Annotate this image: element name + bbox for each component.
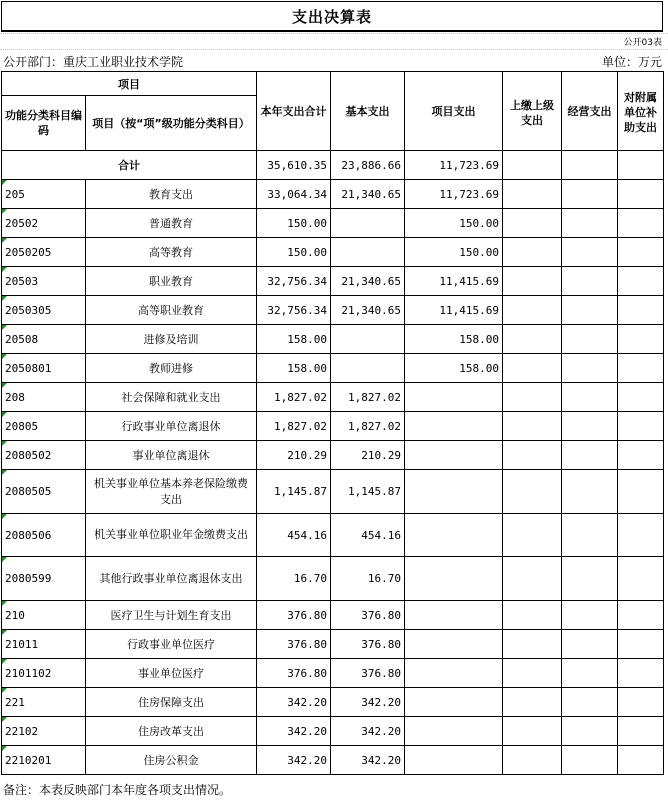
basic-cell: 376.80 (331, 601, 405, 630)
basic-cell (331, 209, 405, 238)
table-row (2, 717, 664, 746)
name-cell: 行政事业单位医疗 (86, 630, 257, 659)
subsidy-cell (618, 151, 664, 180)
table-row (2, 412, 664, 441)
upper-cell (503, 601, 562, 630)
expenditure-table (1, 71, 664, 775)
subsidy-cell (618, 659, 664, 688)
table-row (2, 180, 664, 209)
table-row (2, 354, 664, 383)
code-cell: 2210201 (2, 746, 86, 775)
code-cell: 205 (2, 180, 86, 209)
header-upper: 上缴上级支出 (503, 72, 562, 151)
basic-cell: 210.29 (331, 441, 405, 470)
name-cell: 其他行政事业单位离退休支出 (86, 557, 257, 601)
code-cell: 20502 (2, 209, 86, 238)
subsidy-cell (618, 470, 664, 514)
basic-cell: 21,340.65 (331, 296, 405, 325)
total-cell: 16.70 (257, 557, 331, 601)
business-cell (562, 717, 618, 746)
header-row (2, 72, 664, 96)
project-cell (405, 717, 503, 746)
table-row (2, 659, 664, 688)
upper-cell (503, 267, 562, 296)
name-cell: 进修及培训 (86, 325, 257, 354)
project-cell (405, 659, 503, 688)
total-cell: 376.80 (257, 601, 331, 630)
subsidy-cell (618, 557, 664, 601)
project-cell: 11,415.69 (405, 296, 503, 325)
business-cell (562, 296, 618, 325)
table-row (2, 238, 664, 267)
code-cell: 2050205 (2, 238, 86, 267)
basic-cell: 23,886.66 (331, 151, 405, 180)
code-cell: 22102 (2, 717, 86, 746)
code-cell: 21011 (2, 630, 86, 659)
project-cell (405, 688, 503, 717)
table-row (2, 470, 664, 514)
project-cell (405, 746, 503, 775)
basic-cell: 21,340.65 (331, 267, 405, 296)
table-row (2, 325, 664, 354)
business-cell (562, 601, 618, 630)
total-cell: 158.00 (257, 354, 331, 383)
table-row (2, 441, 664, 470)
upper-cell (503, 354, 562, 383)
project-cell: 11,723.69 (405, 180, 503, 209)
business-cell (562, 514, 618, 557)
code-cell: 208 (2, 383, 86, 412)
page-title: 支出决算表 (1, 1, 663, 32)
name-cell: 住房公积金 (86, 746, 257, 775)
table-row (2, 601, 664, 630)
name-cell: 高等教育 (86, 238, 257, 267)
code-cell: 20508 (2, 325, 86, 354)
code-cell: 210 (2, 601, 86, 630)
code-cell: 20805 (2, 412, 86, 441)
subsidy-cell (618, 630, 664, 659)
basic-cell (331, 238, 405, 267)
upper-cell (503, 557, 562, 601)
project-cell (405, 383, 503, 412)
total-cell: 1,827.02 (257, 412, 331, 441)
total-cell: 32,756.34 (257, 267, 331, 296)
total-cell: 342.20 (257, 746, 331, 775)
upper-cell (503, 470, 562, 514)
total-cell: 158.00 (257, 325, 331, 354)
basic-cell: 16.70 (331, 557, 405, 601)
project-cell: 11,723.69 (405, 151, 503, 180)
business-cell (562, 383, 618, 412)
subsidy-cell (618, 383, 664, 412)
upper-cell (503, 659, 562, 688)
header-code: 功能分类科目编码 (2, 96, 86, 151)
header-item-sub: 项目（按“项”级功能分类科目） (86, 96, 257, 151)
total-cell: 32,756.34 (257, 296, 331, 325)
basic-cell: 1,827.02 (331, 412, 405, 441)
business-cell (562, 412, 618, 441)
project-cell: 11,415.69 (405, 267, 503, 296)
sheet-gridline (0, 33, 668, 34)
name-cell: 事业单位医疗 (86, 659, 257, 688)
name-cell: 教师进修 (86, 354, 257, 383)
business-cell (562, 325, 618, 354)
basic-cell: 454.16 (331, 514, 405, 557)
subsidy-cell (618, 412, 664, 441)
subsidy-cell (618, 746, 664, 775)
business-cell (562, 659, 618, 688)
upper-cell (503, 688, 562, 717)
basic-cell: 21,340.65 (331, 180, 405, 209)
total-cell: 35,610.35 (257, 151, 331, 180)
project-cell (405, 630, 503, 659)
total-cell: 1,827.02 (257, 383, 331, 412)
name-cell: 职业教育 (86, 267, 257, 296)
upper-cell (503, 746, 562, 775)
basic-cell: 342.20 (331, 717, 405, 746)
upper-cell (503, 238, 562, 267)
basic-cell (331, 354, 405, 383)
code-cell: 2050305 (2, 296, 86, 325)
upper-cell (503, 325, 562, 354)
basic-cell: 376.80 (331, 659, 405, 688)
code-cell: 221 (2, 688, 86, 717)
name-cell: 医疗卫生与计划生育支出 (86, 601, 257, 630)
subsidy-cell (618, 296, 664, 325)
department-label: 公开部门：重庆工业职业技术学院 (3, 55, 184, 69)
total-cell: 342.20 (257, 717, 331, 746)
business-cell (562, 354, 618, 383)
table-row (2, 688, 664, 717)
name-cell: 教育支出 (86, 180, 257, 209)
project-cell: 158.00 (405, 354, 503, 383)
business-cell (562, 470, 618, 514)
upper-cell (503, 209, 562, 238)
project-cell (405, 441, 503, 470)
name-cell: 社会保障和就业支出 (86, 383, 257, 412)
name-cell: 事业单位离退休 (86, 441, 257, 470)
upper-cell (503, 630, 562, 659)
table-row (2, 383, 664, 412)
total-cell: 454.16 (257, 514, 331, 557)
basic-cell: 342.20 (331, 688, 405, 717)
subsidy-cell (618, 267, 664, 296)
table-row (2, 557, 664, 601)
name-cell: 住房保障支出 (86, 688, 257, 717)
upper-cell (503, 514, 562, 557)
project-cell (405, 470, 503, 514)
business-cell (562, 746, 618, 775)
business-cell (562, 180, 618, 209)
table-row (2, 746, 664, 775)
project-cell: 150.00 (405, 209, 503, 238)
upper-cell (503, 151, 562, 180)
project-cell (405, 412, 503, 441)
total-row (2, 151, 664, 180)
basic-cell: 376.80 (331, 630, 405, 659)
name-cell: 行政事业单位离退休 (86, 412, 257, 441)
header-subsidy: 对附属单位补助支出 (618, 72, 664, 151)
subsidy-cell (618, 601, 664, 630)
total-cell: 342.20 (257, 688, 331, 717)
code-cell: 2050801 (2, 354, 86, 383)
business-cell (562, 441, 618, 470)
business-cell (562, 688, 618, 717)
code-cell: 20503 (2, 267, 86, 296)
total-cell: 376.80 (257, 659, 331, 688)
upper-cell (503, 412, 562, 441)
header-item: 项目 (2, 72, 257, 96)
table-code: 公开03表 (623, 38, 662, 48)
subsidy-cell (618, 717, 664, 746)
upper-cell (503, 383, 562, 412)
business-cell (562, 267, 618, 296)
name-cell: 机关事业单位基本养老保险缴费支出 (86, 470, 257, 514)
total-cell: 150.00 (257, 238, 331, 267)
subsidy-cell (618, 514, 664, 557)
header-project: 项目支出 (405, 72, 503, 151)
code-cell: 2080505 (2, 470, 86, 514)
total-cell: 376.80 (257, 630, 331, 659)
total-label: 合计 (2, 151, 257, 180)
footnote: 备注：本表反映部门本年度各项支出情况。 (3, 783, 232, 797)
name-cell: 机关事业单位职业年金缴费支出 (86, 514, 257, 557)
subsidy-cell (618, 688, 664, 717)
header-basic: 基本支出 (331, 72, 405, 151)
table-row (2, 630, 664, 659)
name-cell: 高等职业教育 (86, 296, 257, 325)
upper-cell (503, 441, 562, 470)
business-cell (562, 209, 618, 238)
code-cell: 2080599 (2, 557, 86, 601)
project-cell (405, 601, 503, 630)
code-cell: 2080502 (2, 441, 86, 470)
unit-label: 单位：万元 (601, 55, 662, 69)
business-cell (562, 557, 618, 601)
business-cell (562, 630, 618, 659)
total-cell: 33,064.34 (257, 180, 331, 209)
code-cell: 2101102 (2, 659, 86, 688)
table-row (2, 209, 664, 238)
subsidy-cell (618, 325, 664, 354)
upper-cell (503, 717, 562, 746)
header-total: 本年支出合计 (257, 72, 331, 151)
basic-cell: 1,145.87 (331, 470, 405, 514)
project-cell (405, 557, 503, 601)
basic-cell: 1,827.02 (331, 383, 405, 412)
name-cell: 住房改革支出 (86, 717, 257, 746)
upper-cell (503, 296, 562, 325)
table-row (2, 514, 664, 557)
basic-cell (331, 325, 405, 354)
header-business: 经营支出 (562, 72, 618, 151)
subsidy-cell (618, 441, 664, 470)
table-row (2, 267, 664, 296)
total-cell: 1,145.87 (257, 470, 331, 514)
sheet-gridline (0, 49, 668, 50)
code-cell: 2080506 (2, 514, 86, 557)
subsidy-cell (618, 354, 664, 383)
total-cell: 210.29 (257, 441, 331, 470)
business-cell (562, 238, 618, 267)
business-cell (562, 151, 618, 180)
subsidy-cell (618, 209, 664, 238)
basic-cell: 342.20 (331, 746, 405, 775)
project-cell: 150.00 (405, 238, 503, 267)
upper-cell (503, 180, 562, 209)
total-cell: 150.00 (257, 209, 331, 238)
name-cell: 普通教育 (86, 209, 257, 238)
subsidy-cell (618, 180, 664, 209)
project-cell (405, 514, 503, 557)
project-cell: 158.00 (405, 325, 503, 354)
table-row (2, 296, 664, 325)
subsidy-cell (618, 238, 664, 267)
